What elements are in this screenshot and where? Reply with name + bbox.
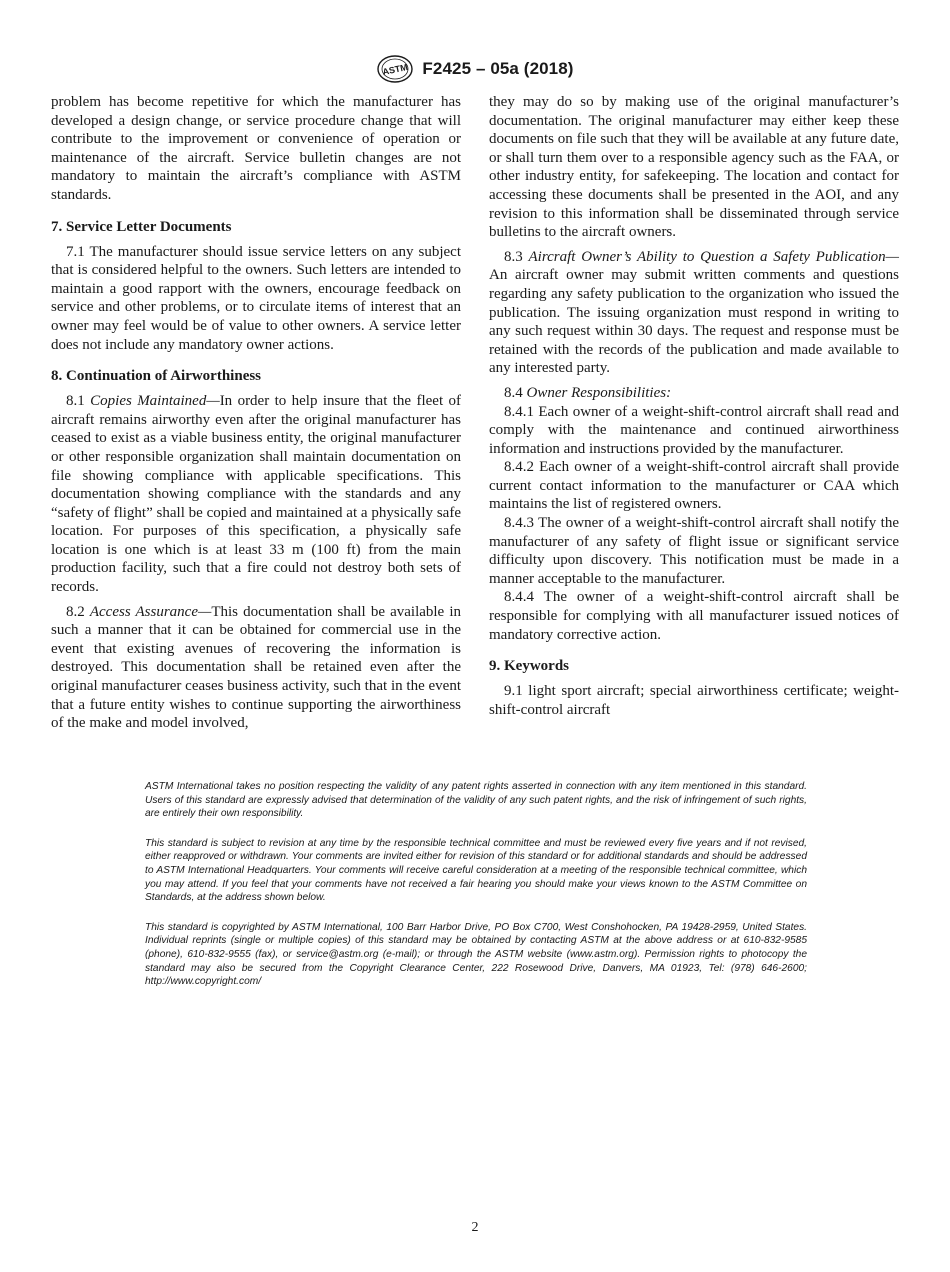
paragraph-8-4-2: 8.4.2 Each owner of a weight-shift-control aircraft shall provide current contact information to the manufacturer or CAA which maintains the list of registered owners. — [489, 459, 899, 513]
paragraph-8-4 — [489, 384, 899, 403]
astm-logo-icon — [376, 54, 414, 84]
paragraph-8-1 — [51, 392, 461, 597]
revision-notice: This standard is subject to revision at any time by the responsible technical committee and must be reviewed every five years and if not revised, either reapproved or withdrawn. Your comments are invited either for revision of this standard or for additional standards and should be addressed to ASTM International Headquarters. Your comments will receive careful consideration at a meeting of the responsible technical committee, which you may attend. If you feel that your comments have not received a fair hearing you should make your views known to the ASTM Committee on Standards, at the address shown below. — [145, 837, 807, 904]
section-7-heading: 7. Service Letter Documents — [51, 218, 232, 235]
page-header — [0, 53, 950, 85]
page-number: 2 — [471, 1220, 479, 1235]
paragraph-8-4-1: 8.4.1 Each owner of a weight-shift-control aircraft shall read and comply with the maintenance and continued airworthiness information and instructions provided by the manufacturer. — [489, 403, 899, 457]
copyright-notice: This standard is copyrighted by ASTM International, 100 Barr Harbor Drive, PO Box C700, West Conshohocken, PA 19428-2959, United States. Individual reprints (single or multiple copies) of this standard may be obtained by contacting ASTM at the above address or at 610-832-9585 (phone), 610-832-9555 (fax), or service@astm.org (e-mail); or through the ASTM website (www.astm.org). Permission rights to photocopy the standard may also be secured from the Copyright Clearance Center, 222 Rosewood Drive, Danvers, MA 01923, Tel: (978) 646-2600; http://www.copyright.com/ — [145, 921, 807, 988]
right-column — [489, 93, 899, 719]
paragraph-8-3-number: 8.3 — [504, 248, 523, 265]
paragraph-8-2-title: Access Assurance— — [89, 603, 212, 620]
paragraph-8-4-4: 8.4.4 The owner of a weight-shift-control aircraft shall be responsible for complying with all manufacturer issued notices of mandatory corrective action. — [489, 589, 899, 643]
paragraph-8-2-number: 8.2 — [66, 603, 85, 620]
paragraph-8-3-title: Aircraft Owner’s Ability to Question a Safety Publication— — [528, 248, 899, 265]
paragraph-8-1-title: Copies Maintained— — [90, 393, 220, 410]
astm-logo-text: ASTM — [382, 61, 410, 78]
standard-designation: F2425 – 05a (2018) — [422, 59, 574, 78]
paragraph-8-2 — [51, 603, 461, 733]
paragraph-7-1: 7.1 The manufacturer should issue service letters on any subject that is considered helpful to the owners. Such letters are intended to maintain a good rapport with the owners, encourage feedback on service and other problems, or to circulate items of interest that an owner may feel would be of value to other owners. A service letter does not include any mandatory owner actions. — [51, 243, 461, 353]
paragraph-continuation-right: they may do so by making use of the original manufacturer’s documentation. The original manufacturer may either keep these documents on file such that they will be available at any future date, or shall turn them over to a responsible agency such as the FAA, or other industry entity, for safekeeping. The location and contact for accessing these documents shall be presented in the AOI, and any revision to this information shall be disseminated through service bulletins to the aircraft owners. — [489, 94, 899, 241]
paragraph-8-4-number: 8.4 — [504, 384, 523, 401]
section-9-heading: 9. Keywords — [489, 658, 569, 675]
paragraph-8-3-text: An aircraft owner may submit written comments and questions regarding any safety publication to the organization who issued the publication. The issuing organization must respond in writing to any such request within 30 days. The request and response must be retained with the records of the publication and made available to any interested party. — [489, 267, 899, 377]
paragraph-8-1-text: In order to help insure that the fleet of aircraft remains airworthy even after the original manufacturer has ceased to exist as a viable business entity, the original manufacturer or other responsible organization shall maintain documentation on file showing compliance with applicable specifications. This documentation showing compliance with the standards and any “safety of flight” shall be copied and maintained at a physically safe location. For purposes of this specification, a physically safe location is one which is at least 33 m (100 ft) from the main production facility, such that a fire could not destroy both sets of records. — [51, 393, 461, 596]
paragraph-8-4-3: 8.4.3 The owner of a weight-shift-control aircraft shall notify the manufacturer of any safety of flight issue or significant service difficulty upon discovery. This notification must be made in a manner acceptable to the manufacturer. — [489, 515, 899, 587]
paragraph-8-3 — [489, 248, 899, 378]
legal-notices — [145, 780, 807, 1005]
patent-notice: ASTM International takes no position respecting the validity of any patent rights asserted in connection with any item mentioned in this standard. Users of this standard are expressly advised that determination of the validity of any such patent rights, and the risk of infringement of such rights, are entirely their own responsibility. — [145, 781, 807, 820]
paragraph-8-1-number: 8.1 — [66, 393, 85, 410]
paragraph-8-2-text: This documentation shall be available in such a manner that it can be obtained for commercial use in the event that existing avenues of recovering the information is destroyed. This documentation shall be retained even after the original manufacturer ceases business activity, such that in the event that a future entity wishes to continue supporting the airworthiness of the make and model involved, — [51, 603, 461, 732]
paragraph-continuation-left: problem has become repetitive for which the manufacturer has developed a design change, or service procedure change that will contribute to the improvement or convenience of operation or maintenance of the aircraft. Service bulletin changes are not mandatory to maintain the aircraft’s compliance with ASTM standards. — [51, 94, 461, 203]
paragraph-9-1: 9.1 light sport aircraft; special airworthiness certificate; weight-shift-control aircraft — [489, 683, 899, 718]
paragraph-8-4-title: Owner Responsibilities: — [526, 384, 672, 401]
left-column — [51, 93, 461, 733]
section-8-heading: 8. Continuation of Airworthiness — [51, 368, 262, 385]
